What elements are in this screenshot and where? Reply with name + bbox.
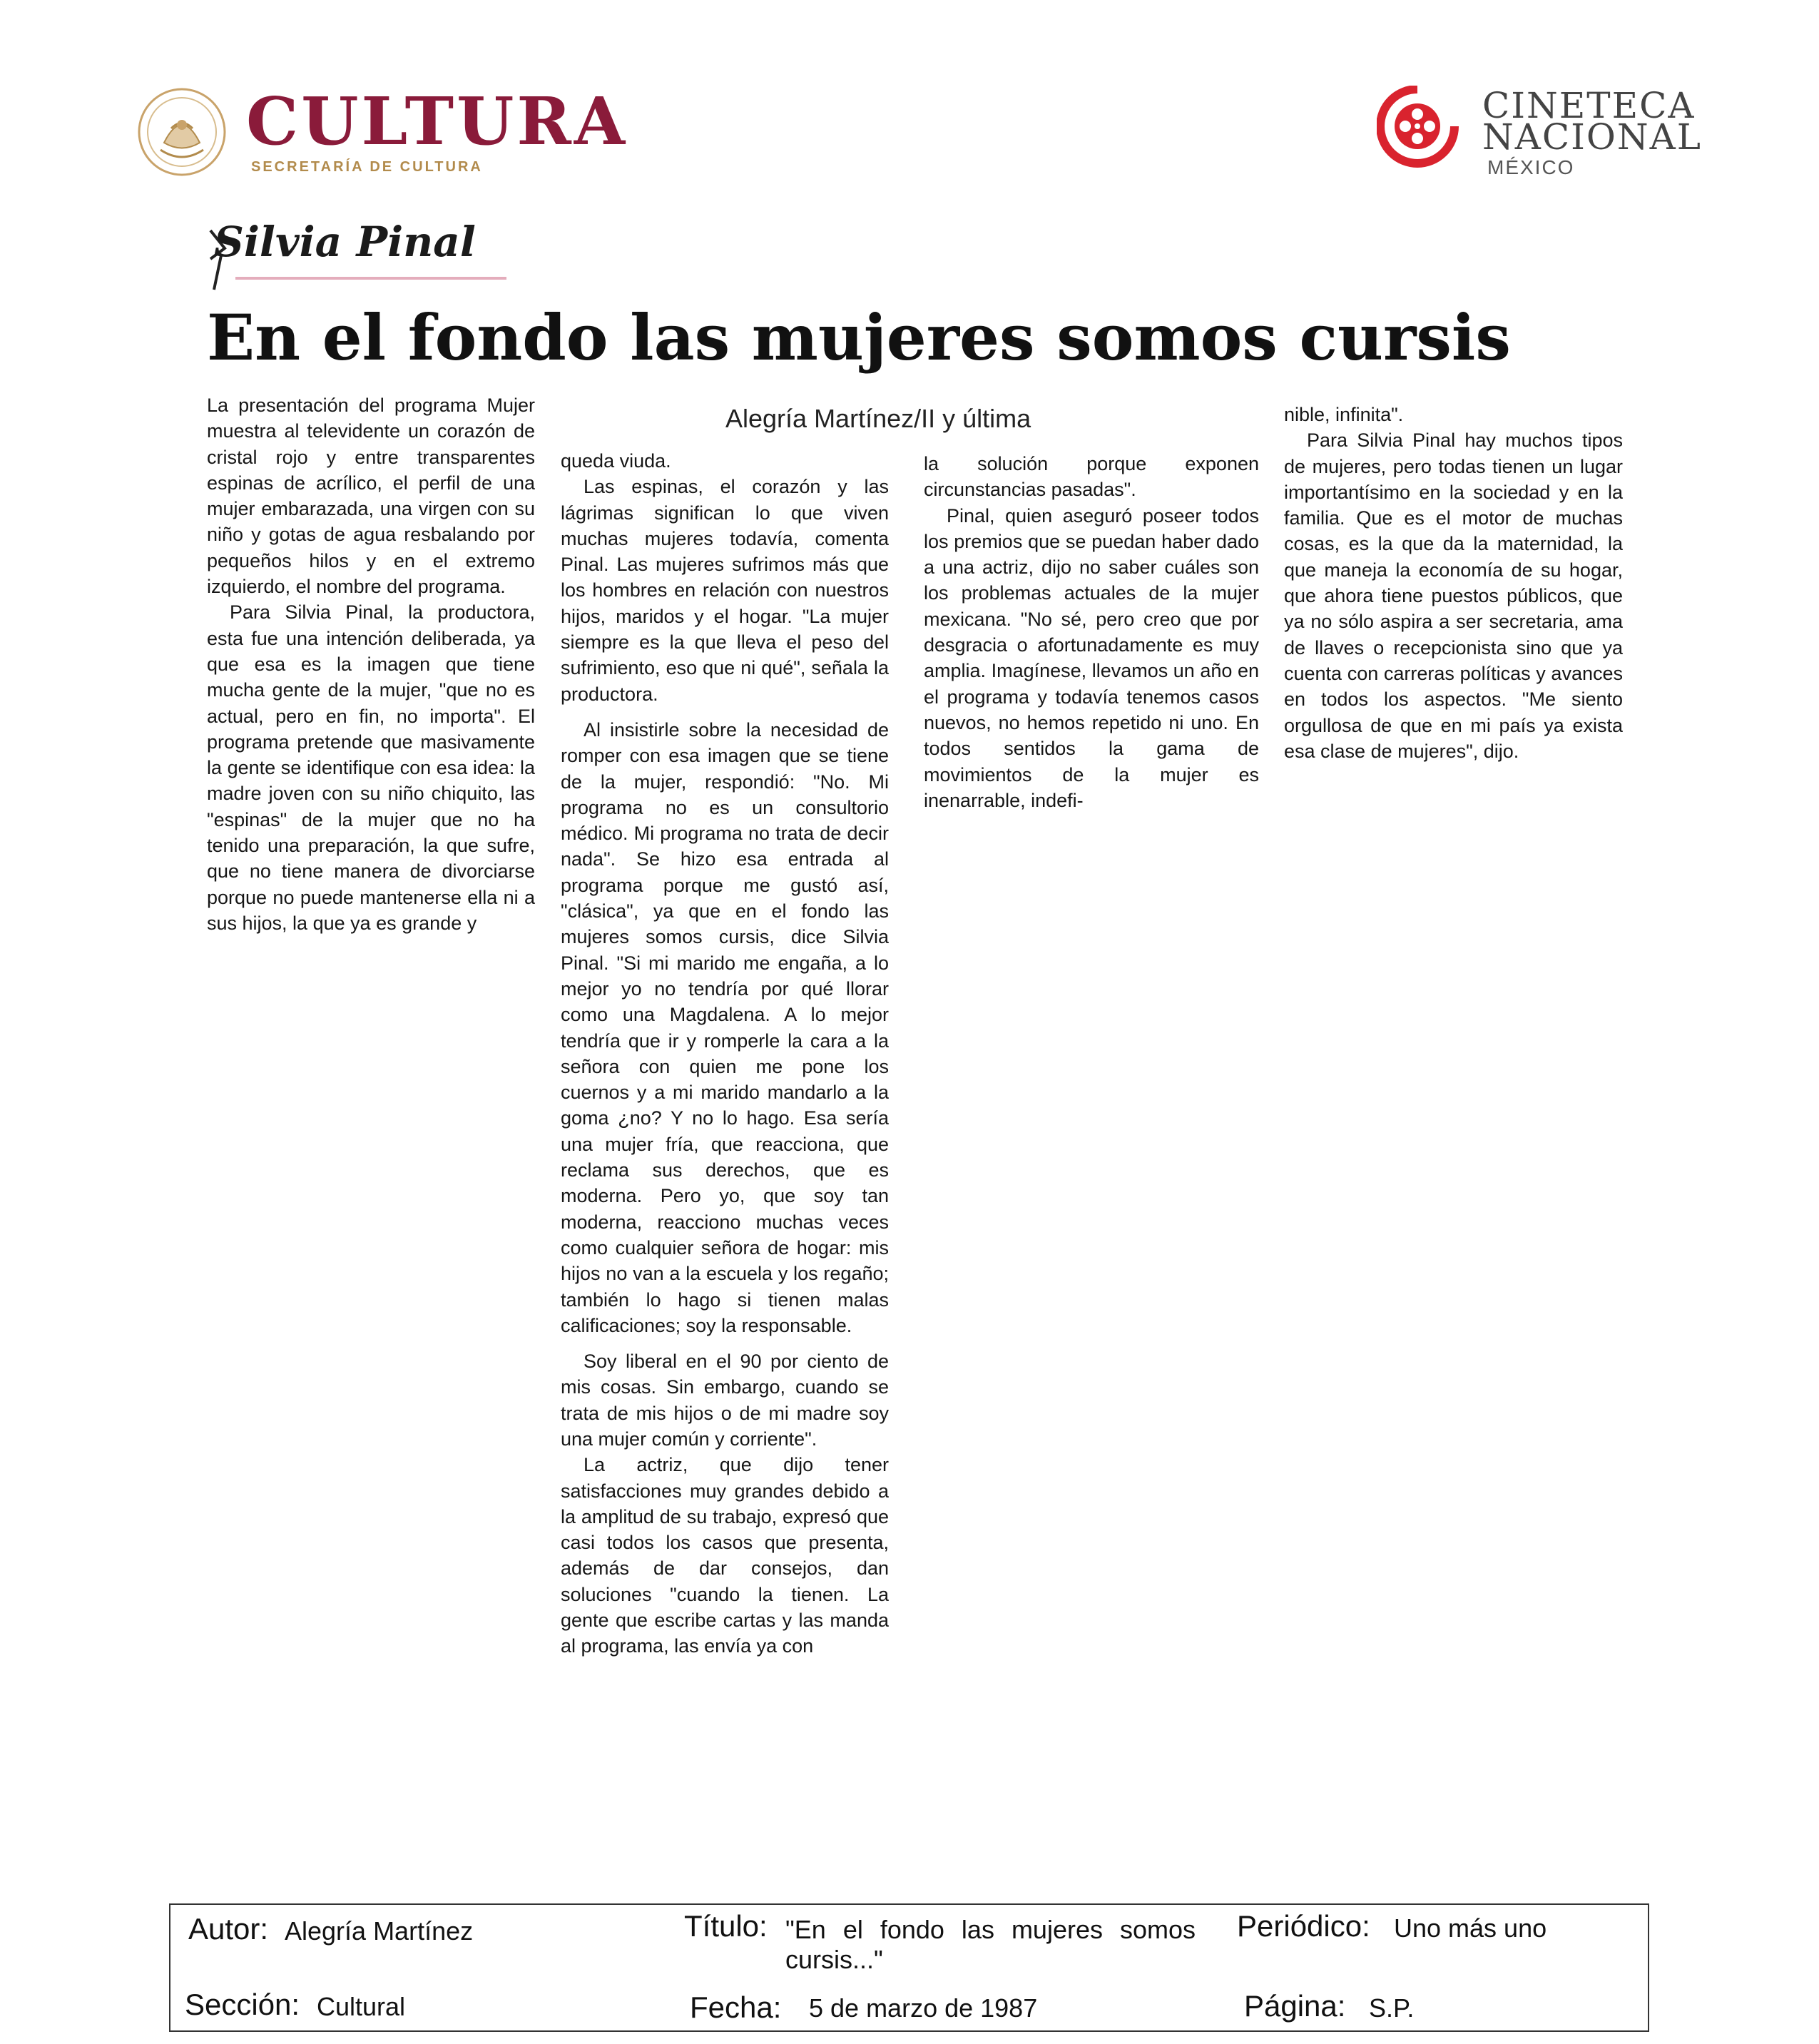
titulo-label: Título: [684,1909,768,1943]
seccion-label: Sección: [185,1988,300,2021]
autor-value: Alegría Martínez [285,1916,474,1946]
article-column-3 [924,451,1259,813]
cineteca-line2: NACIONAL [1482,116,1702,158]
coat-of-arms-seal-icon [136,86,228,178]
paragraph: Para Silvia Pinal hay muchos tipos de mujeres, pero todas tienen un lugar importantísimo en la sociedad y en la familia. Que es el motor de muchas cosas, es la que da la maternidad, la que maneja la economía de su hogar, que ahora tiene puestos públicos, que ya no sólo aspira a ser secretaria, ama de llaves o recepcionista sino que ya cuenta con carreras políticas y avances en todos los aspectos. "Me siento orgullosa de que en mi país ya exista esa clase de mujeres", dijo. [1284,429,1623,762]
paragraph: Pinal, quien aseguró poseer todos los premios que se puedan haber dado a una actriz, dijo no saber cuáles son los problemas actuales de la mujer mexicana. "No sé, pero creo que por desgracia o afortunadamente es muy amplia. Imagínese, llevamos un año en el programa y todavía tenemos casos nuevos, no hemos repetido ni uno. En todos sentidos la gama de movimientos de la mujer es inenarrable, indefi- [924,504,1259,811]
paragraph: Al insistirle sobre la necesidad de romper con esa imagen que se tiene de la mujer, respondió: "No. Mi programa no es un consultorio médico. Mi programa no trata de decir nada". Se hizo esa entrada al programa porque me gustó así, "clásica", ya que en el fondo las mujeres somos cursis, dice Silvia Pinal. "Si mi marido me engaña, a lo mejor yo no tendría por qué llorar como una Magdalena. A lo mejor tendría que ir y romperle la cara a la señora con quien me pone los cuernos y a mi marido mandarlo a la goma ¿no? Y no lo hago. Esa sería una mujer fría, que reacciona, que reclama sus derechos, que es moderna. Pero yo, que soy tan moderna, reacciono muchas veces como cualquier señora de hogar: mis hijos no van a la escuela y los regaño; también lo hago si tienen malas calificaciones; soy la responsable. [561,718,889,1336]
article-headline: En el fondo las mujeres somos cursis [207,300,1511,375]
article-byline: Alegría Martínez/II y última [725,404,1031,433]
paragraph: Las espinas, el corazón y las lágrimas significan lo que viven muchas mujeres todavía, comenta Pinal. Las mujeres sufrimos más que los hombres en relación con nuestros hijos, maridos y el hogar. "La mujer siempre es la que lleva el peso del sufrimiento, eso que ni qué", señala la productora. [561,476,889,705]
cineteca-line1: CINETECA [1482,85,1696,126]
pagina-value: S.P. [1369,1993,1415,2023]
paragraph: Soy liberal en el 90 por ciento de mis cosas. Sin embargo, cuando se trata de mis hijos o de mi madre soy una mujer común y corriente". [561,1351,889,1450]
cineteca-line3: MÉXICO [1487,156,1575,178]
autor-label: Autor: [188,1912,269,1946]
article-column-1 [207,392,535,936]
article-column-4 [1284,402,1623,764]
periodico-value: Uno más uno [1394,1913,1547,1943]
paragraph: La actriz, que dijo tener satisfacciones muy grandes debido a la amplitud de su trabajo, expresó que casi todos los casos que presenta, además de dar consejos, dan soluciones "cuando la tienen. La gente que escribe cartas y las manda al programa, las envía ya con [561,1454,889,1657]
titulo-value-line2: cursis..." [785,1945,883,1974]
fecha-value: 5 de marzo de 1987 [809,1993,1038,2023]
cultura-logo [136,83,635,185]
paragraph: La presentación del programa Mujer muestra al televidente un corazón de cristal rojo y entre transparentes espinas de acrílico, el perfil de una mujer embarazada, una virgen con su niño y gotas de agua resbalando por pequeños hilos y en el extremo izquierdo, el nombre del programa. [207,395,535,598]
cineteca-logo [1377,82,1702,182]
paragraph: la solución porque exponen circunstancias pasadas". [924,453,1259,501]
cultura-wordmark: CULTURA [246,83,628,160]
kicker-underline [235,277,506,280]
paragraph: queda viuda. [561,450,671,472]
seccion-value: Cultural [317,1992,406,2021]
paragraph: nible, infinita". [1284,404,1404,425]
titulo-value-line1: "En el fondo las mujeres somos [785,1915,1196,1944]
metadata-box [169,1903,1649,2032]
paragraph: Para Silvia Pinal, la productora, esta fue una intención deliberada, ya que esa es la imagen que tiene mucha gente de la mujer, "que no es actual, pero en fin, no importa". El programa pretende que masivamente la gente se identifique con esa idea: la madre joven con su niño chiquito, las "espinas" de la mujer que no ha tenido una preparación, la que sufre, que no tiene manera de divorciarse porque no puede mantenerse ella ni a sus hijos, la que ya es grande y [207,601,535,934]
article-kicker: Silvia Pinal [214,218,476,266]
fecha-label: Fecha: [690,1990,782,2024]
periodico-label: Periódico: [1237,1909,1370,1943]
cultura-subtitle: SECRETARÍA DE CULTURA [251,159,483,175]
article-column-2 [561,448,889,1659]
film-reel-icon [1377,86,1459,168]
pagina-label: Página: [1244,1989,1346,2023]
